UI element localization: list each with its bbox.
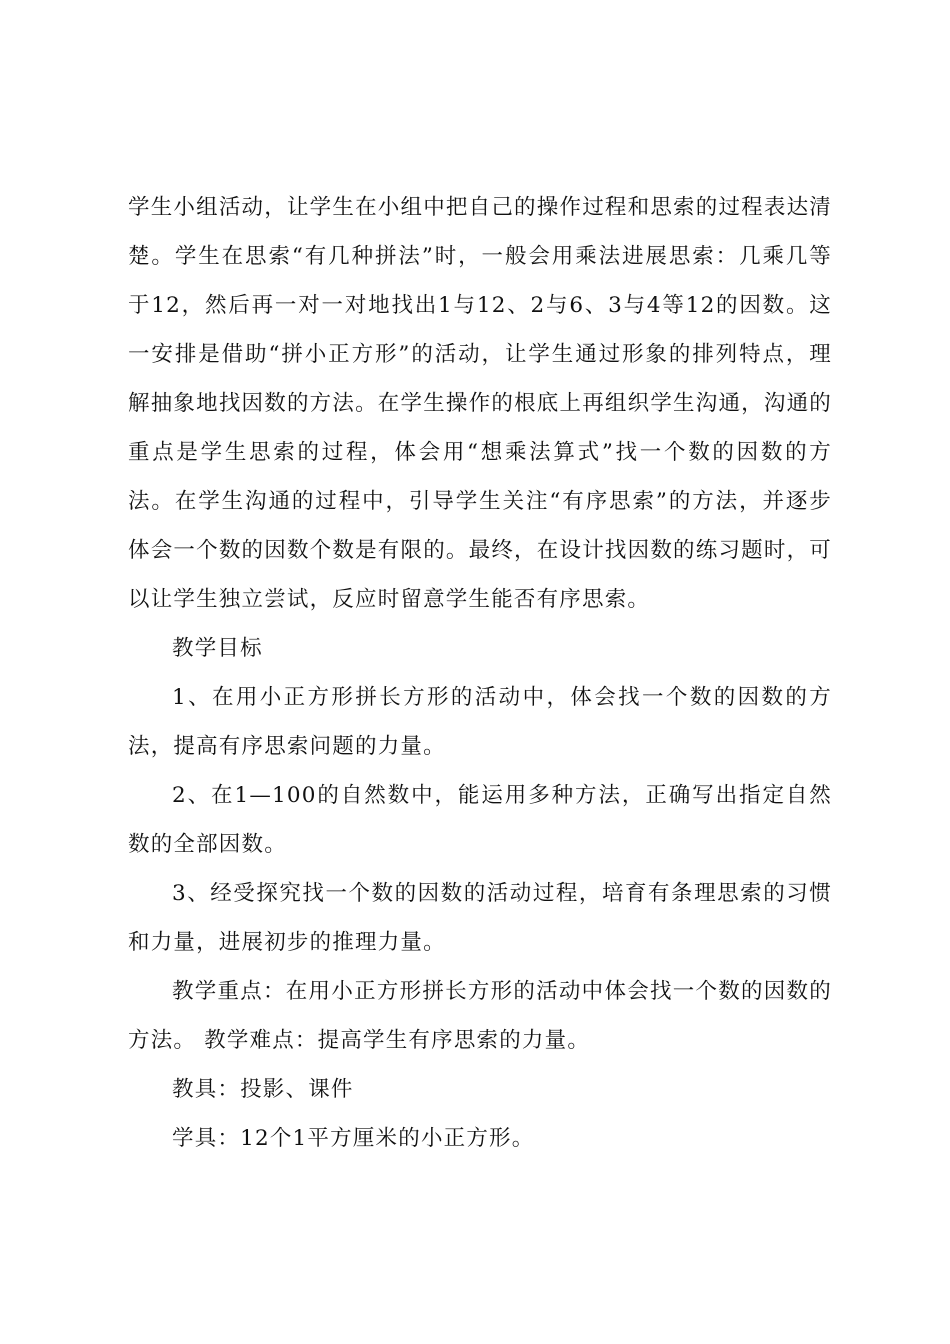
key-and-difficult-points: 教学重点：在用小正方形拼长方形的活动中体会找一个数的因数的方法。 教学难点：提高学生有序思索的力量。 [128,979,832,1053]
teaching-aids-line: 教具：投影、课件 [172,1077,354,1102]
teaching-goal-3: 3、经受探究找一个数的因数的活动过程，培育有条理思索的习惯和力量，进展初步的推理力量。 [128,881,832,955]
teaching-goal-2: 2、在1—100的自然数中，能运用多种方法，正确写出指定自然数的全部因数。 [128,783,832,857]
teaching-goals-heading: 教学目标 [172,636,263,661]
student-materials-line: 学具：12个1平方厘米的小正方形。 [172,1126,535,1151]
intro-paragraph: 学生小组活动，让学生在小组中把自己的操作过程和思索的过程表达清楚。学生在思索“有几种拼法”时，一般会用乘法进展思索：几乘几等于12，然后再一对一对地找出1与12、2与6、3与4等12的因数。这一安排是借助“拼小正方形”的活动，让学生通过形象的排列特点，理解抽象地找因数的方法。在学生操作的根底上再组织学生沟通，沟通的重点是学生思索的过程，体会用“想乘法算式”找一个数的因数的方法。在学生沟通的过程中，引导学生关注“有序思索”的方法，并逐步体会一个数的因数个数是有限的。最终，在设计找因数的练习题时，可以让学生独立尝试，反应时留意学生能否有序思索。 [128,195,832,612]
teaching-goal-1: 1、在用小正方形拼长方形的活动中，体会找一个数的因数的方法，提高有序思索问题的力量。 [128,685,832,759]
document-page [128,183,832,1163]
